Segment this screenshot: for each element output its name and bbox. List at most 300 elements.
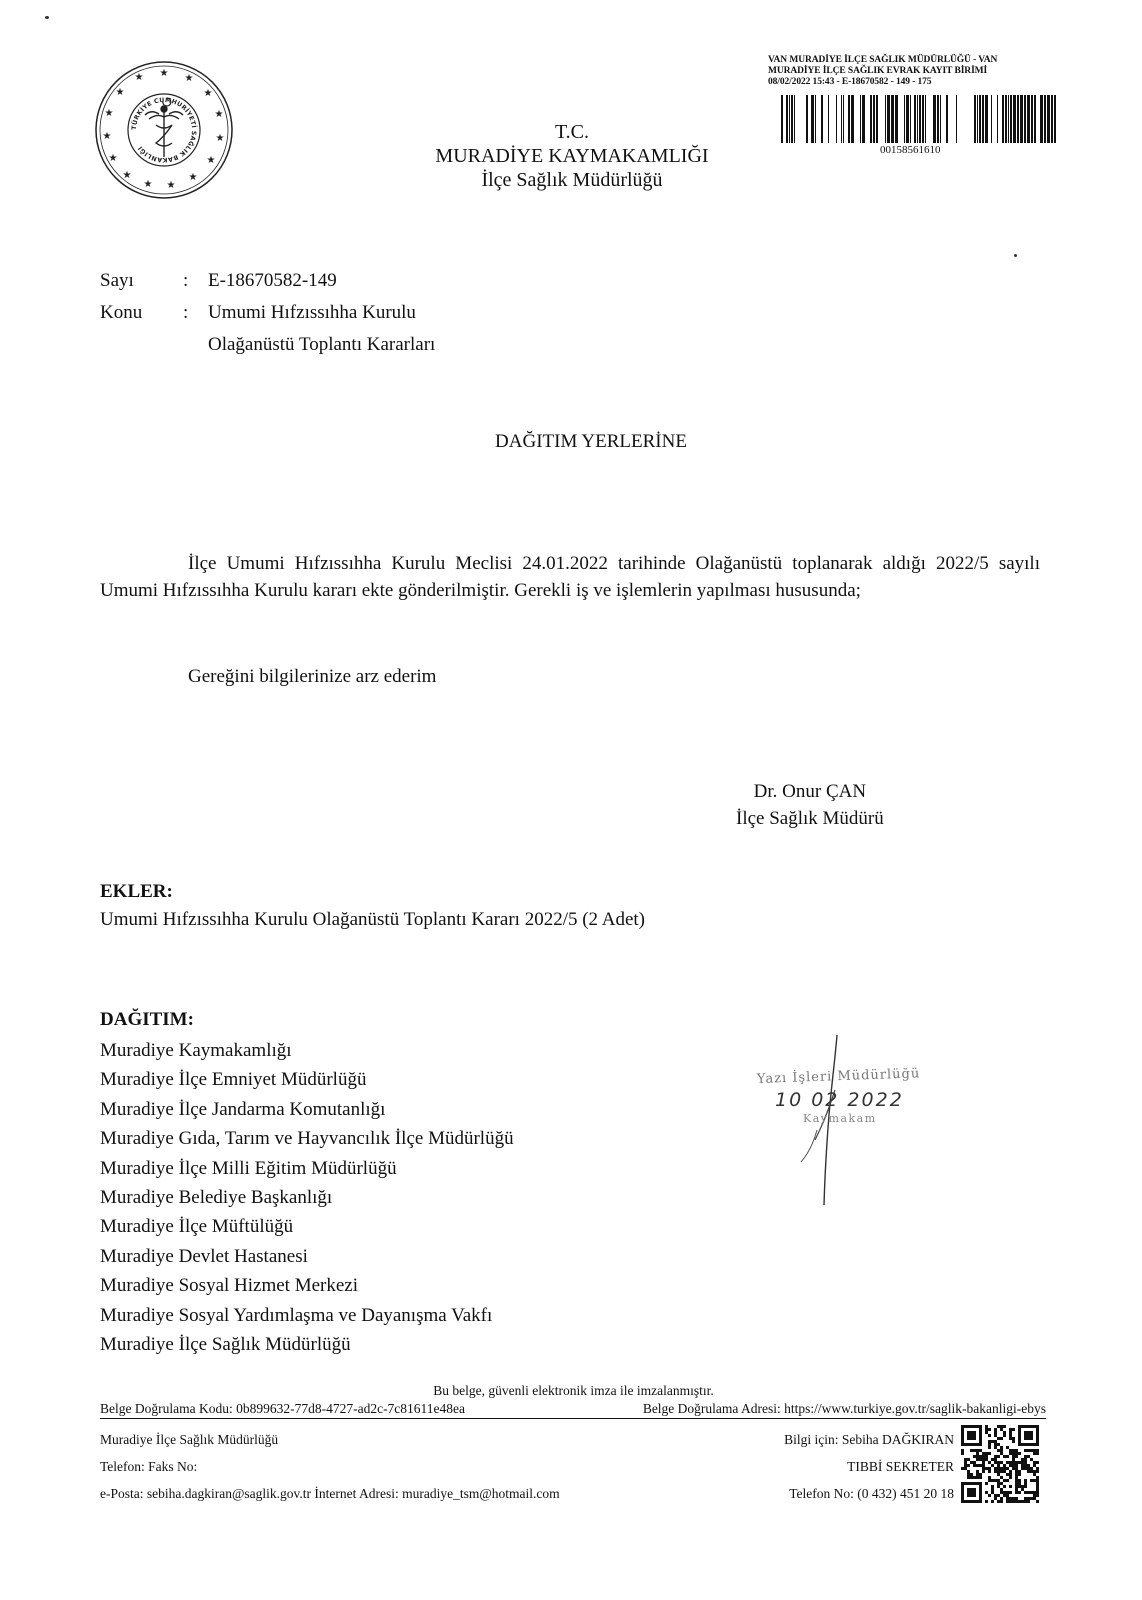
barcode-bar	[997, 95, 998, 143]
qr-module	[1009, 1431, 1012, 1434]
barcode-bar	[873, 95, 875, 143]
qr-module	[1021, 1485, 1024, 1488]
qr-module	[1015, 1449, 1018, 1452]
barcode-bar	[922, 95, 924, 143]
svg-text:★: ★	[143, 179, 153, 190]
attachments-title: EKLER:	[100, 881, 173, 902]
qr-module	[1033, 1464, 1036, 1467]
qr-module	[1021, 1488, 1024, 1491]
barcode-number: 00158561610	[880, 144, 941, 156]
distribution-item: Muradiye Sosyal Yardımlaşma ve Dayanışma Vakfı	[100, 1304, 493, 1326]
barcode-bar	[985, 95, 988, 143]
barcode-bar	[1054, 95, 1056, 143]
qr-module	[997, 1449, 1000, 1452]
qr-module	[982, 1452, 985, 1455]
qr-module	[1033, 1470, 1036, 1473]
qr-module	[1033, 1497, 1036, 1500]
qr-module	[1021, 1464, 1024, 1467]
logo-ring-text: TÜRKİYE CUMHURİYETİ SAĞLIK BAKANLIĞI	[130, 96, 198, 164]
qr-module	[979, 1458, 982, 1461]
qr-module	[991, 1464, 994, 1467]
header-department: İlçe Sağlık Müdürlüğü	[481, 169, 663, 191]
barcode-bar	[937, 95, 939, 143]
qr-module	[1012, 1461, 1015, 1464]
qr-module	[973, 1464, 976, 1467]
svg-text:★: ★	[159, 68, 169, 79]
qr-module	[997, 1485, 1000, 1488]
qr-module	[1012, 1467, 1015, 1470]
qr-module	[1033, 1449, 1036, 1452]
qr-module	[1003, 1467, 1006, 1470]
qr-module	[1036, 1482, 1039, 1485]
qr-module	[994, 1470, 997, 1473]
svg-text:★: ★	[104, 108, 114, 119]
barcode-bar	[1031, 95, 1033, 143]
qr-module	[1015, 1485, 1018, 1488]
qr-module	[979, 1455, 982, 1458]
qr-module	[1009, 1449, 1012, 1452]
qr-module	[1015, 1476, 1018, 1479]
qr-module	[1018, 1500, 1021, 1503]
qr-module	[997, 1425, 1000, 1428]
ministry-logo	[93, 59, 235, 201]
qr-module	[997, 1467, 1000, 1470]
footer-email: e-Posta: sebiha.dagkiran@saglik.gov.tr İnternet Adresi: muradiye_tsm@hotmail.com	[100, 1486, 560, 1501]
qr-module	[982, 1455, 985, 1458]
barcode-bar	[1034, 95, 1036, 143]
barcode-bar	[1051, 95, 1053, 143]
qr-module	[1006, 1494, 1009, 1497]
receipt-stamp-line1: Yazı İşleri Müdürlüğü	[756, 1066, 921, 1087]
signer-title: İlçe Sağlık Müdürü	[736, 808, 884, 829]
qr-module	[1027, 1500, 1030, 1503]
qr-module	[961, 1449, 964, 1452]
qr-module	[1003, 1485, 1006, 1488]
qr-module	[997, 1482, 1000, 1485]
qr-module	[994, 1479, 997, 1482]
qr-module	[1021, 1461, 1024, 1464]
qr-module	[997, 1443, 1000, 1446]
qr-module	[970, 1473, 973, 1476]
barcode-bar	[914, 95, 916, 143]
qr-module	[1030, 1470, 1033, 1473]
qr-module	[1000, 1467, 1003, 1470]
qr-module	[973, 1476, 976, 1479]
distribution-item: Muradiye İlçe Milli Eğitim Müdürlüğü	[100, 1157, 397, 1179]
scan-speck	[1014, 254, 1017, 257]
qr-module	[982, 1464, 985, 1467]
distribution-item: Muradiye Belediye Başkanlığı	[100, 1187, 333, 1209]
barcode-bar	[860, 95, 861, 143]
qr-module	[1012, 1437, 1015, 1440]
qr-module	[1015, 1500, 1018, 1503]
svg-text:★: ★	[115, 87, 125, 98]
registry-stamp-line: VAN MURADİYE İLÇE SAĞLIK MÜDÜRLÜĞÜ - VAN	[768, 55, 998, 65]
qr-module	[991, 1491, 994, 1494]
qr-module	[994, 1458, 997, 1461]
qr-module	[1018, 1479, 1021, 1482]
registry-stamp-line: 08/02/2022 15:43 - E-18670582 - 149 - 175	[768, 77, 932, 87]
qr-module	[988, 1428, 991, 1431]
qr-module	[1003, 1491, 1006, 1494]
qr-module	[1009, 1470, 1012, 1473]
qr-module	[1021, 1467, 1024, 1470]
barcode-bar	[895, 95, 898, 143]
qr-module	[985, 1458, 988, 1461]
qr-module	[1000, 1428, 1003, 1431]
qr-module	[997, 1461, 1000, 1464]
qr-module	[979, 1449, 982, 1452]
qr-module	[997, 1479, 1000, 1482]
qr-module	[976, 1473, 979, 1476]
qr-module	[1024, 1500, 1027, 1503]
barcode-bar	[946, 95, 948, 143]
qr-module	[961, 1467, 964, 1470]
qr-module	[1003, 1455, 1006, 1458]
qr-module	[1006, 1461, 1009, 1464]
qr-module	[994, 1497, 997, 1500]
barcode-bar	[876, 95, 878, 143]
distribution-item: Muradiye İlçe Müftülüğü	[100, 1216, 294, 1238]
qr-module	[976, 1464, 979, 1467]
distribution-item: Muradiye İlçe Emniyet Müdürlüğü	[100, 1069, 367, 1091]
qr-module	[985, 1452, 988, 1455]
qr-module	[1012, 1500, 1015, 1503]
qr-module	[985, 1428, 988, 1431]
barcode-bar	[917, 95, 918, 143]
qr-module	[1024, 1431, 1033, 1440]
qr-module	[1018, 1425, 1021, 1446]
qr-module	[1027, 1497, 1030, 1500]
qr-module	[1024, 1461, 1027, 1464]
barcode-bar	[977, 95, 978, 143]
qr-module	[967, 1431, 976, 1440]
qr-module	[1027, 1455, 1030, 1458]
distribution-item: Muradiye Kaymakamlığı	[100, 1040, 292, 1061]
footer-role: TIBBİ SEKRETER	[847, 1459, 954, 1474]
qr-module	[964, 1461, 967, 1464]
qr-module	[1018, 1425, 1039, 1428]
qr-module	[1003, 1494, 1006, 1497]
qr-module	[1015, 1467, 1018, 1470]
qr-module	[1006, 1455, 1009, 1458]
qr-module	[1006, 1500, 1009, 1503]
qr-module	[988, 1467, 991, 1470]
barcode-bar	[791, 95, 793, 143]
qr-module	[967, 1458, 970, 1461]
qr-module	[961, 1443, 982, 1446]
qr-module	[997, 1500, 1000, 1503]
barcode-bar	[1047, 95, 1050, 143]
barcode-bar	[1008, 95, 1009, 143]
barcode-bar	[794, 95, 795, 143]
receipt-stamp-date: 10 02 2022	[775, 1089, 904, 1111]
qr-module	[1024, 1449, 1027, 1452]
qr-module	[1009, 1491, 1012, 1494]
qr-module	[1021, 1500, 1024, 1503]
barcode-bar	[1024, 95, 1026, 143]
svg-text:★: ★	[134, 72, 144, 83]
qr-module	[1000, 1461, 1003, 1464]
addressee: DAĞITIM YERLERİNE	[495, 431, 687, 452]
barcode-bar	[1010, 95, 1012, 143]
qr-module	[988, 1470, 991, 1473]
barcode-bar	[885, 95, 886, 143]
signer-name: Dr. Onur ÇAN	[753, 781, 867, 802]
qr-module	[1006, 1446, 1009, 1449]
qr-module	[1027, 1470, 1030, 1473]
qr-module	[1033, 1461, 1036, 1464]
qr-module	[1030, 1449, 1033, 1452]
svg-text:★: ★	[203, 88, 213, 99]
verification-address: Belge Doğrulama Adresi: https://www.turkiye.gov.tr/saglik-bakanligi-ebys	[642, 1401, 1046, 1416]
qr-module	[964, 1458, 967, 1461]
qr-module	[1003, 1464, 1006, 1467]
qr-module	[1036, 1452, 1039, 1455]
qr-module	[1009, 1437, 1012, 1440]
esign-note: Bu belge, güvenli elektronik imza ile imzalanmıştır.	[433, 1383, 714, 1398]
qr-module	[979, 1464, 982, 1467]
qr-module	[1009, 1461, 1012, 1464]
qr-module	[961, 1425, 964, 1446]
barcode-bar	[789, 95, 790, 143]
qr-module	[961, 1500, 982, 1503]
qr-module	[997, 1494, 1000, 1497]
barcode-bar	[904, 95, 905, 143]
qr-module	[1003, 1425, 1006, 1428]
qr-module	[1003, 1434, 1006, 1437]
qr-module	[1006, 1473, 1009, 1476]
qr-module	[1000, 1482, 1003, 1485]
qr-module	[982, 1470, 985, 1473]
qr-module	[997, 1464, 1000, 1467]
barcode-bar	[851, 95, 854, 143]
qr-module	[979, 1425, 982, 1446]
qr-module	[1009, 1452, 1012, 1455]
barcode-bar	[974, 95, 976, 143]
svg-text:★: ★	[214, 109, 224, 120]
qr-module	[1027, 1491, 1030, 1494]
qr-module	[1012, 1452, 1015, 1455]
svg-text:★: ★	[102, 131, 112, 142]
qr-module	[1030, 1458, 1033, 1461]
qr-module	[988, 1494, 991, 1497]
qr-module	[973, 1461, 976, 1464]
qr-module	[1015, 1491, 1018, 1494]
qr-module	[1000, 1470, 1003, 1473]
qr-module	[1009, 1473, 1012, 1476]
qr-module	[1036, 1488, 1039, 1491]
qr-module	[1003, 1470, 1006, 1473]
qr-module	[1033, 1479, 1036, 1482]
qr-module	[961, 1482, 982, 1485]
barcode-bar	[811, 95, 814, 143]
qr-module	[1000, 1437, 1003, 1440]
scan-speck	[45, 16, 49, 19]
qr-module	[1036, 1476, 1039, 1479]
qr-module	[1036, 1449, 1039, 1452]
qr-module	[1012, 1428, 1015, 1431]
qr-module	[1000, 1491, 1003, 1494]
qr-module	[1024, 1491, 1027, 1494]
qr-module	[1015, 1473, 1018, 1476]
qr-module	[1015, 1452, 1018, 1455]
receipt-stamp	[745, 1030, 975, 1220]
qr-module	[1024, 1455, 1027, 1458]
qr-module	[1006, 1467, 1009, 1470]
qr-module	[967, 1473, 970, 1476]
registry-stamp	[768, 55, 1068, 88]
qr-module	[1012, 1464, 1015, 1467]
qr-module	[979, 1473, 982, 1476]
qr-module	[994, 1455, 997, 1458]
number-label: Sayı	[100, 270, 134, 291]
barcode-bar	[925, 95, 926, 143]
qr-module	[1027, 1467, 1030, 1470]
qr-module	[1000, 1452, 1003, 1455]
qr-module	[1009, 1497, 1012, 1500]
qr-module	[988, 1476, 991, 1479]
qr-module	[1000, 1425, 1003, 1428]
qr-module	[997, 1470, 1000, 1473]
qr-module	[1015, 1479, 1018, 1482]
barcode-bar	[843, 95, 844, 143]
qr-module	[973, 1455, 976, 1458]
qr-module	[967, 1488, 976, 1497]
qr-module	[988, 1440, 991, 1443]
qr-module	[976, 1476, 979, 1479]
qr-module	[991, 1488, 994, 1491]
qr-module	[1000, 1476, 1003, 1479]
qr-module	[1012, 1497, 1015, 1500]
qr-module	[1015, 1488, 1018, 1491]
qr-module	[1009, 1500, 1012, 1503]
barcode-bar	[979, 95, 981, 143]
barcode-bar	[870, 95, 872, 143]
qr-module	[1033, 1473, 1036, 1476]
distribution-item: Muradiye Devlet Hastanesi	[100, 1245, 308, 1267]
distribution-item: Muradiye Sosyal Hizmet Merkezi	[100, 1275, 359, 1297]
qr-module	[1006, 1497, 1009, 1500]
svg-text:★: ★	[184, 73, 194, 84]
barcode-bar	[956, 95, 957, 143]
qr-module	[994, 1434, 997, 1437]
qr-module	[1015, 1455, 1018, 1458]
barcode-bar	[1044, 95, 1046, 143]
qr-module	[991, 1500, 994, 1503]
barcode-bar	[1040, 95, 1043, 143]
distribution-list	[100, 1036, 514, 1359]
barcode-bar	[815, 95, 816, 143]
barcode-bar	[862, 95, 865, 143]
qr-module	[1012, 1449, 1015, 1452]
qr-module	[1024, 1497, 1027, 1500]
qr-module	[994, 1428, 997, 1431]
qr-module	[1012, 1440, 1015, 1443]
qr-module	[979, 1482, 982, 1503]
qr-module	[976, 1470, 979, 1473]
barcode-bar	[1013, 95, 1016, 143]
qr-module	[1036, 1500, 1039, 1503]
qr-module	[1036, 1479, 1039, 1482]
footer-org: Muradiye İlçe Sağlık Müdürlüğü	[100, 1432, 279, 1447]
qr-module	[982, 1458, 985, 1461]
receipt-stamp-line3: Kaymakam	[803, 1112, 877, 1125]
qr-module	[1000, 1500, 1003, 1503]
qr-module	[985, 1482, 988, 1485]
qr-module	[1036, 1425, 1039, 1446]
qr-module	[1012, 1458, 1015, 1461]
qr-module	[1024, 1464, 1027, 1467]
barcode-bar	[1020, 95, 1023, 143]
qr-module	[982, 1461, 985, 1464]
qr-module	[961, 1452, 964, 1455]
qr-module	[1015, 1464, 1018, 1467]
qr-module	[1009, 1485, 1012, 1488]
qr-module	[988, 1479, 991, 1482]
qr-code	[961, 1425, 1039, 1503]
barcode-bar	[982, 95, 984, 143]
svg-text:★: ★	[188, 172, 198, 183]
barcode-bar	[906, 95, 909, 143]
qr-module	[1015, 1482, 1018, 1485]
qr-module	[1018, 1461, 1021, 1464]
qr-module	[1030, 1467, 1033, 1470]
barcode-bar	[828, 95, 829, 143]
qr-module	[988, 1443, 991, 1446]
subject-line-1: Umumi Hıfzıssıhha Kurulu	[208, 302, 416, 323]
qr-module	[994, 1446, 997, 1449]
qr-module	[967, 1476, 970, 1479]
qr-module	[961, 1482, 964, 1503]
subject-separator: :	[183, 302, 189, 323]
qr-module	[1033, 1491, 1036, 1494]
qr-module	[997, 1455, 1000, 1458]
barcode-bar	[836, 95, 837, 143]
qr-module	[988, 1446, 991, 1449]
distribution-item: Muradiye İlçe Sağlık Müdürlüğü	[100, 1334, 351, 1356]
barcode-bar	[991, 95, 992, 143]
qr-module	[1018, 1470, 1021, 1473]
qr-module	[976, 1455, 979, 1458]
barcode-bar	[1002, 95, 1004, 143]
footer-phone-fax: Telefon: Faks No:	[100, 1459, 198, 1474]
qr-module	[991, 1485, 994, 1488]
qr-module	[1030, 1491, 1033, 1494]
qr-module	[1024, 1458, 1027, 1461]
qr-module	[994, 1431, 997, 1434]
barcode-bar	[1017, 95, 1019, 143]
qr-module	[976, 1452, 979, 1455]
qr-module	[1015, 1497, 1018, 1500]
qr-module	[988, 1434, 991, 1437]
barcode-bar	[786, 95, 788, 143]
qr-module	[1024, 1479, 1027, 1482]
qr-module	[1006, 1479, 1009, 1482]
qr-module	[973, 1449, 976, 1452]
qr-module	[1030, 1479, 1033, 1482]
number-separator: :	[183, 270, 189, 291]
qr-module	[964, 1464, 967, 1467]
qr-module	[985, 1425, 988, 1428]
qr-module	[1036, 1461, 1039, 1464]
qr-module	[994, 1494, 997, 1497]
qr-module	[985, 1431, 988, 1434]
qr-module	[1018, 1473, 1021, 1476]
qr-module	[1033, 1452, 1036, 1455]
barcode-bar	[910, 95, 911, 143]
qr-module	[1036, 1470, 1039, 1473]
